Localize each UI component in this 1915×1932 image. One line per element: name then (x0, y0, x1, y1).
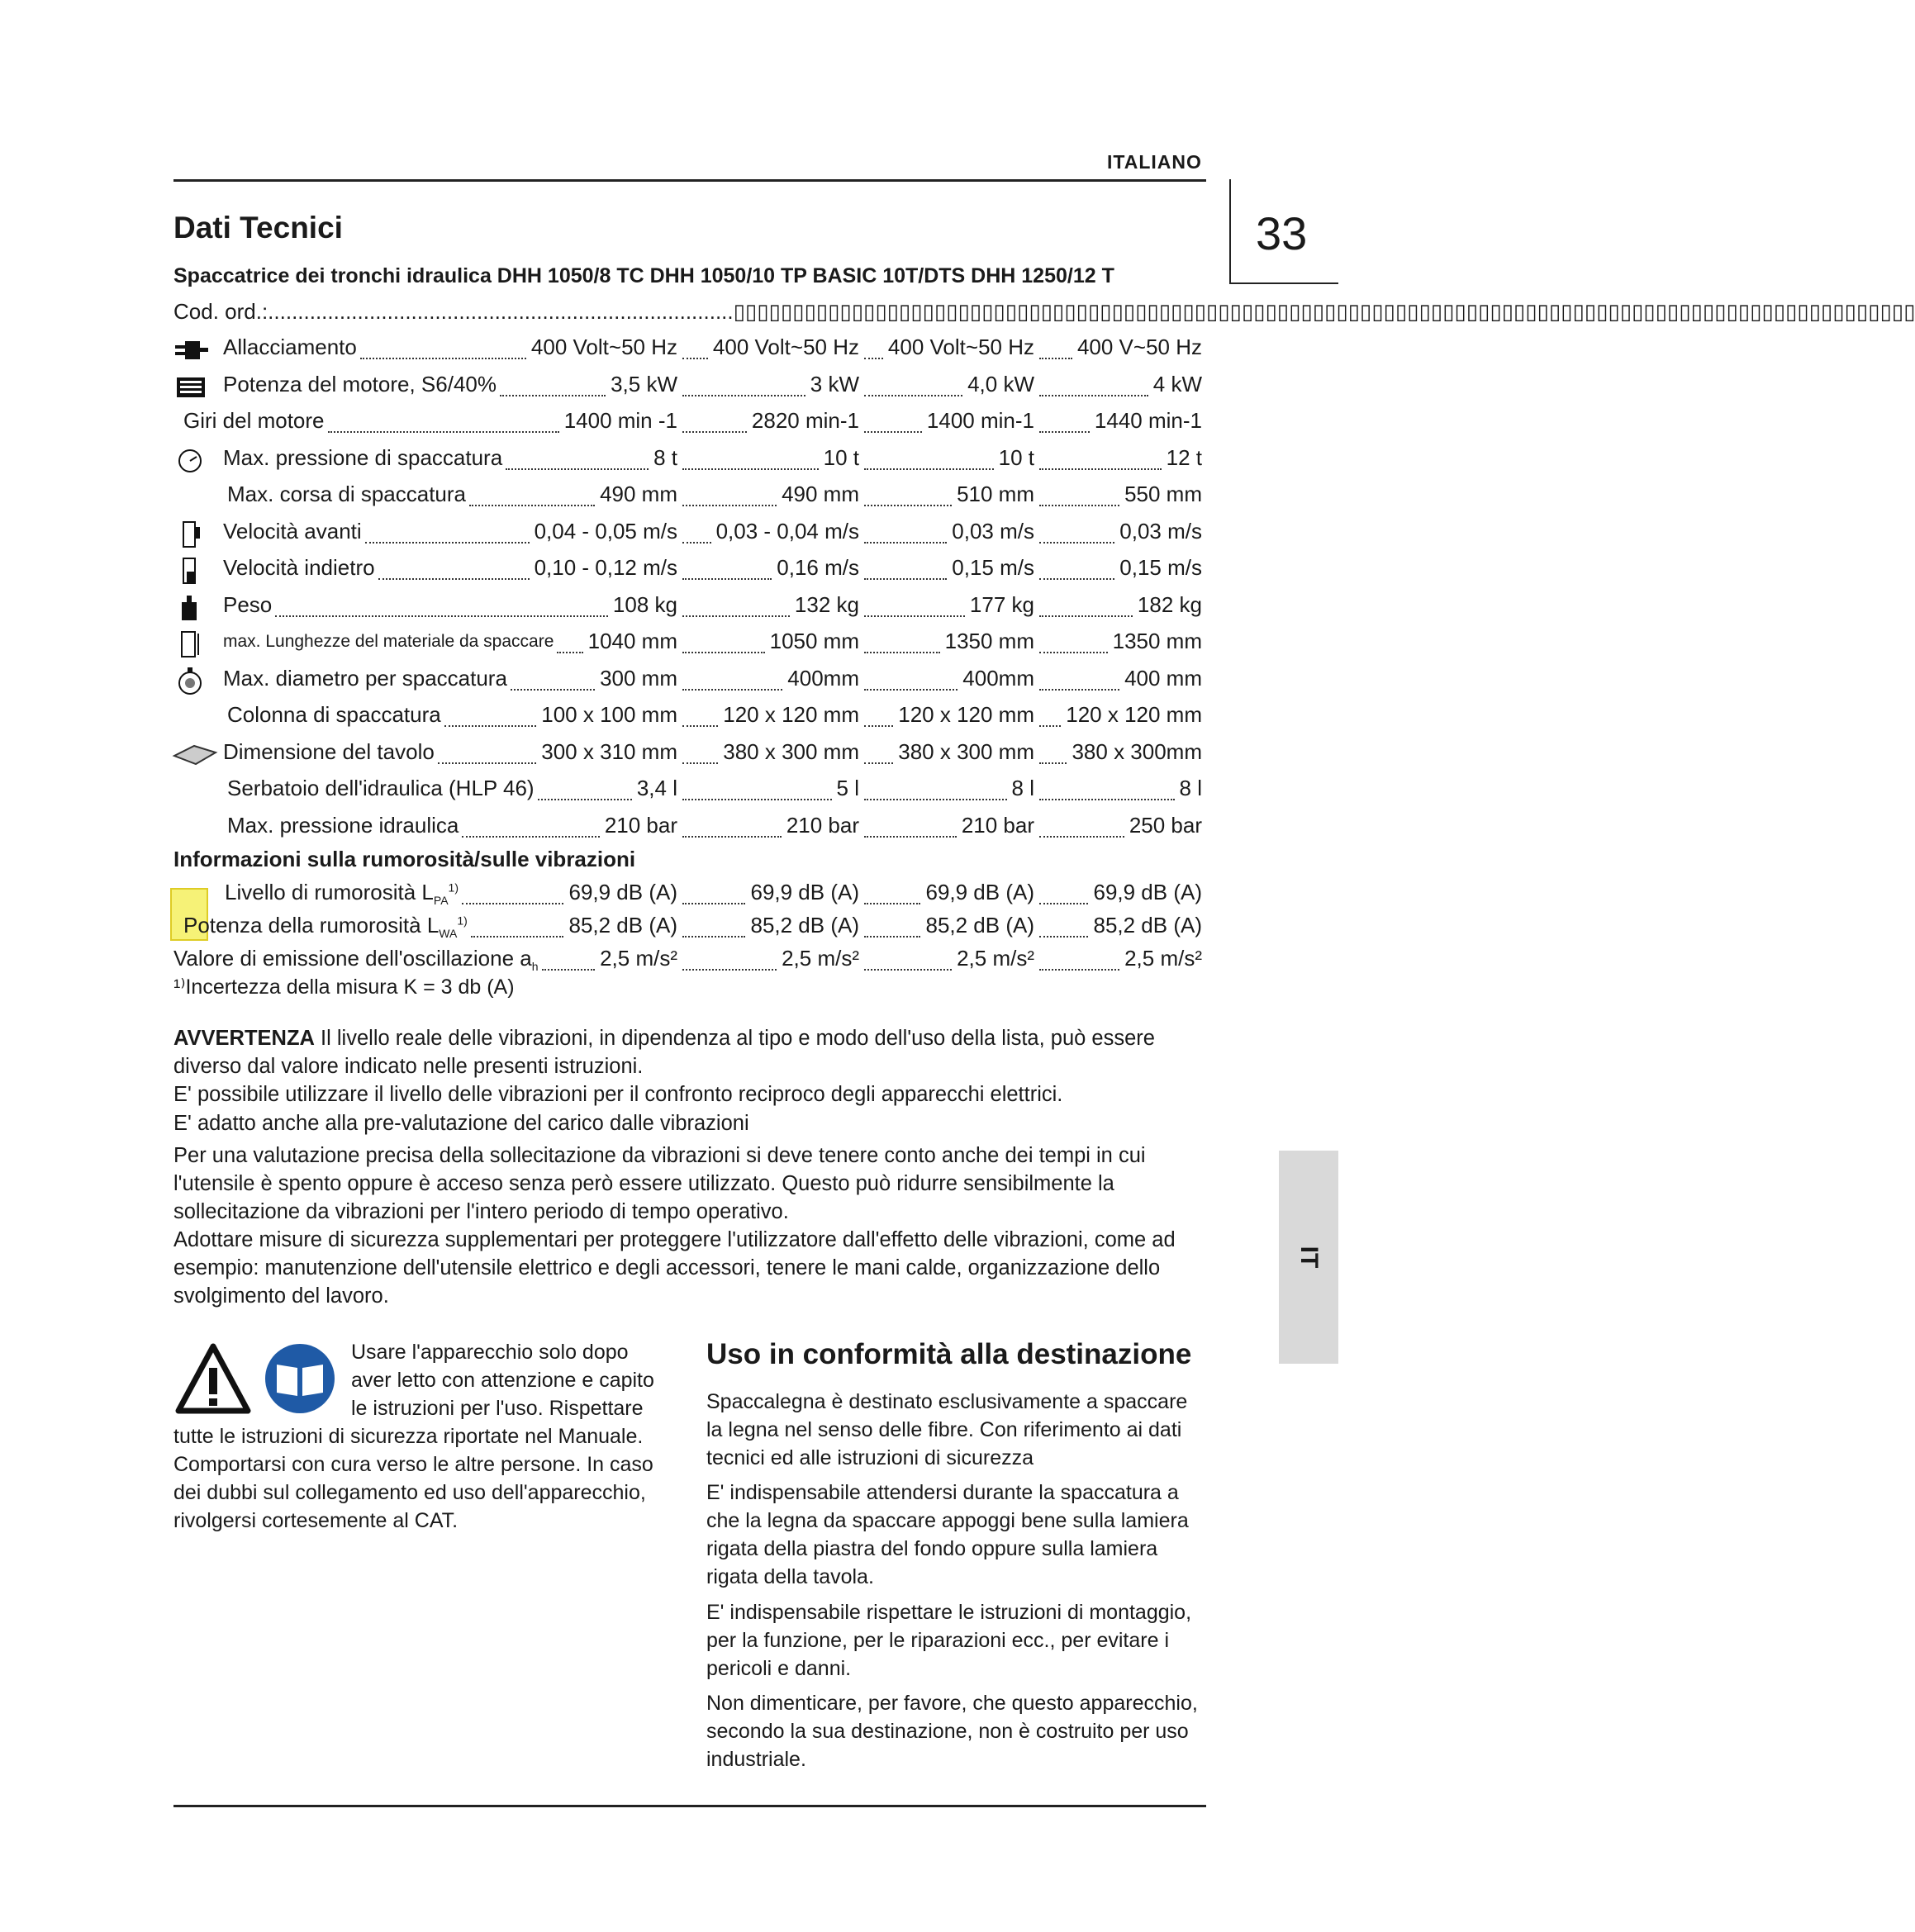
noise-value: 2,5 m/s² (957, 946, 1034, 971)
dot-leader (1039, 903, 1088, 904)
dot-leader (1039, 615, 1133, 617)
spec-value: 400 Volt~50 Hz (887, 335, 1034, 359)
warning-text-3: E' adatto anche alla pre-valutazione del carico dalle vibrazioni (173, 1112, 749, 1135)
spec-value: 210 bar (786, 812, 859, 838)
spec-value: 0,10 - 0,12 m/s (534, 555, 677, 580)
dot-leader (1039, 689, 1119, 691)
spec-value: 210 bar (604, 812, 677, 838)
language-side-tab (1279, 1151, 1338, 1364)
spec-value: 2820 min-1 (751, 408, 859, 433)
noise-value: 69,9 dB (A) (750, 880, 859, 904)
spec-value: 300 x 310 mm (541, 738, 677, 764)
spec-value: 400 Volt~50 Hz (712, 335, 859, 359)
dot-leader (506, 468, 649, 470)
intended-use-title: Uso in conformità alla destinazione (706, 1338, 1192, 1370)
noise-row (0, 913, 1366, 944)
spec-label: Allacciamento (223, 335, 357, 359)
dot-leader (444, 725, 536, 727)
read-manual-icon (265, 1344, 335, 1413)
language-side-tab-label: IT (1295, 1246, 1323, 1269)
spec-value: 400mm (787, 665, 859, 691)
spec-value: 510 mm (957, 482, 1034, 506)
spec-label: Max. pressione idraulica (227, 812, 459, 838)
noise-section-title: Informazioni sulla rumorosità/sulle vibrazioni (173, 847, 636, 871)
spec-value: 0,15 m/s (1119, 555, 1202, 580)
motor-icon (173, 373, 210, 401)
spec-value: 10 t (823, 444, 859, 470)
manual-note-1: Usare l'apparecchio solo dopo aver letto con attenzione e capito le istruzioni per l'uso. Rispettare (351, 1341, 654, 1420)
dot-leader (511, 689, 595, 691)
dot-leader (1039, 431, 1090, 433)
top-rule (173, 179, 1206, 182)
dot-leader (1039, 836, 1124, 838)
dot-leader (378, 578, 530, 580)
dot-leader (682, 903, 745, 904)
spec-row (0, 519, 1366, 550)
spec-value: 1400 min -1 (563, 408, 677, 433)
spec-value: 210 bar (961, 812, 1034, 838)
language-header: ITALIANO (1107, 151, 1202, 173)
dot-leader (438, 762, 536, 764)
spec-value: 8 l (1179, 776, 1202, 800)
order-code-fill: .............................................................................. (268, 299, 734, 324)
spec-value: 0,03 - 0,04 m/s (715, 518, 859, 544)
noise-label: Valore di emissione dell'oscillazione $a_h$ (173, 946, 539, 974)
plug-icon (173, 336, 210, 364)
gauge-icon (173, 447, 210, 475)
dot-leader (864, 936, 920, 938)
page-title: Dati Tecnici (173, 211, 343, 244)
spec-value: 490 mm (782, 482, 859, 506)
dot-leader (682, 689, 782, 691)
warning-text-5: Adottare misure di sicurezza supplementari per proteggere l'utilizzatore dall'effetto delle vibrazioni, come ad esempio: manutenzione dell'utensile elettrico e degli accessori, tenere le mani calde, organizzazione dello svolgimento del lavoro. (173, 1228, 1176, 1308)
dot-leader (682, 578, 772, 580)
noise-value: 85,2 dB (A) (1093, 913, 1202, 938)
dot-leader (864, 903, 920, 904)
dot-leader (864, 836, 957, 838)
spec-value: 0,04 - 0,05 m/s (534, 518, 677, 544)
noise-value: 85,2 dB (A) (568, 913, 677, 938)
dot-leader (864, 468, 994, 470)
spec-value: 1400 min-1 (926, 408, 1034, 433)
table-icon (169, 741, 206, 769)
weight-icon (173, 594, 210, 622)
warning-triangle-icon (178, 1346, 248, 1411)
dot-leader (360, 358, 526, 359)
spec-value: 1440 min-1 (1094, 408, 1202, 433)
spec-label: Serbatoio dell'idraulica (HLP 46) (227, 776, 535, 800)
spec-row (0, 592, 1366, 624)
warning-text-2: E' possibile utilizzare il livello delle vibrazioni per il confronto reciproco degli apparecchi elettrici. (173, 1083, 1063, 1106)
spec-value: 132 kg (794, 591, 859, 617)
intended-use-p1: Spaccalegna è destinato esclusivamente a spaccare la legna nel senso delle fibre. Con riferimento ai dati tecnici ed alle istruzioni di sicurezza (706, 1390, 1188, 1469)
dot-leader (864, 969, 952, 971)
intended-use-p4: Non dimenticare, per favore, che questo apparecchio, secondo la sua destinazione, non è costruito per uso industriale. (706, 1692, 1198, 1771)
dot-leader (682, 431, 747, 433)
dot-leader (1039, 468, 1162, 470)
spec-value: 4 kW (1152, 371, 1202, 396)
warning-paragraph (173, 1024, 1214, 1080)
spec-value: 380 x 300 mm (898, 738, 1034, 764)
spec-row (0, 702, 1366, 733)
dot-leader (682, 615, 790, 617)
noise-row (0, 946, 1366, 977)
dot-leader (365, 542, 530, 544)
dot-leader (500, 395, 606, 396)
spec-label: Max. corsa di spaccatura (227, 482, 467, 506)
dot-leader (1039, 652, 1108, 653)
spec-value: 400 Volt~50 Hz (530, 335, 677, 359)
spec-value: 550 mm (1124, 482, 1202, 506)
spec-row (0, 776, 1366, 807)
spec-label: Giri del motore (183, 408, 325, 433)
dot-leader (682, 358, 708, 359)
spec-label: Colonna di spaccatura (227, 702, 441, 727)
dot-leader (864, 762, 893, 764)
spec-value: 10 t (998, 444, 1034, 470)
spec-value: 5 l (836, 776, 859, 800)
dot-leader (682, 725, 718, 727)
return-speed-icon (173, 557, 210, 585)
spec-row (0, 445, 1366, 477)
dot-leader (864, 725, 893, 727)
noise-value: 2,5 m/s² (782, 946, 859, 971)
spec-label: Max. pressione di spaccatura (223, 444, 503, 470)
spec-value: 1050 mm (769, 629, 859, 653)
spec-value: 490 mm (600, 482, 677, 506)
dot-leader (1039, 395, 1148, 396)
noise-value: 85,2 dB (A) (925, 913, 1034, 938)
dot-leader (864, 358, 883, 359)
dot-leader (864, 578, 947, 580)
dot-leader (864, 542, 947, 544)
noise-value: 2,5 m/s² (600, 946, 677, 971)
noise-value: 69,9 dB (A) (568, 880, 677, 904)
dot-leader (471, 936, 563, 938)
dot-leader (864, 689, 958, 691)
dot-leader (682, 936, 745, 938)
dot-leader (1039, 969, 1119, 971)
spec-row (0, 629, 1366, 660)
spec-value: 1040 mm (587, 629, 677, 653)
noise-label: Potenza della rumorosità $L_{WA}^{1)}$ (183, 913, 468, 941)
dot-leader (462, 903, 563, 904)
spec-value: 120 x 120 mm (723, 702, 859, 727)
spec-row (0, 372, 1366, 403)
spec-value: 0,03 m/s (1119, 518, 1202, 544)
spec-value: 4,0 kW (967, 371, 1034, 396)
dot-leader (538, 799, 632, 800)
dot-leader (682, 762, 718, 764)
intended-use-p3: E' indispensabile rispettare le istruzioni di montaggio, per la funzione, per le riparazioni ecc., per evitare i pericoli e danni. (706, 1601, 1192, 1680)
dot-leader (542, 969, 595, 971)
spec-value: 400 mm (1124, 665, 1202, 691)
spec-value: 8 l (1011, 776, 1034, 800)
uncertainty-note: ¹⁾Incertezza della misura K = 3 db (A) (173, 975, 515, 999)
order-code-row (173, 299, 1915, 325)
forward-speed-icon (173, 520, 210, 548)
spec-value: 177 kg (969, 591, 1034, 617)
dot-leader (1039, 358, 1072, 359)
dot-leader (682, 652, 765, 653)
dot-leader (462, 836, 600, 838)
dot-leader (1039, 799, 1175, 800)
noise-row (0, 880, 1366, 911)
dot-leader (1039, 725, 1061, 727)
dot-leader (682, 799, 832, 800)
log-length-icon (173, 630, 210, 658)
dot-leader (682, 542, 711, 544)
spec-value: 12 t (1166, 444, 1202, 470)
spec-value: 120 x 120 mm (1066, 702, 1202, 727)
spec-value: 100 x 100 mm (541, 702, 677, 727)
noise-value: 69,9 dB (A) (1093, 880, 1202, 904)
spec-label: Dimensione del tavolo (223, 738, 435, 764)
dot-leader (864, 615, 965, 617)
dot-leader (275, 615, 608, 617)
spec-label: max. Lunghezze del materiale da spaccare (223, 632, 554, 651)
spec-value: 182 kg (1137, 591, 1202, 617)
spec-value: 108 kg (612, 591, 677, 617)
dot-leader (1039, 542, 1114, 544)
spec-value: 3 kW (810, 371, 859, 396)
spec-row (0, 666, 1366, 697)
dot-leader (1039, 762, 1067, 764)
spec-row (0, 335, 1366, 366)
bottom-rule (173, 1805, 1206, 1807)
spec-value: 380 x 300mm (1072, 738, 1202, 764)
log-diameter-icon (173, 667, 210, 695)
noise-label: Livello di rumorosità $L_{PA}^{1)}$ (225, 880, 459, 908)
noise-value: 2,5 m/s² (1124, 946, 1202, 971)
dot-leader (682, 836, 782, 838)
spec-value: 1350 mm (944, 629, 1034, 653)
dot-leader (864, 431, 922, 433)
warning-icons (173, 1340, 339, 1418)
manual-note-2: tutte le istruzioni di sicurezza riportate nel Manuale. Comportarsi con cura verso le altre persone. In caso dei dubbi sul collegamento ed uso dell'apparecchio, rivolgersi cortesemente al CAT. (173, 1425, 653, 1532)
dot-leader (1039, 578, 1114, 580)
dot-leader (328, 431, 559, 433)
warning-text-1: Il livello reale delle vibrazioni, in dipendenza al tipo e modo dell'uso della lista, può essere diverso dal valore indicato nelle presenti istruzioni. (173, 1027, 1155, 1078)
order-code-value: ▯▯▯▯▯▯▯▯▯▯▯▯▯▯▯▯▯▯▯▯▯▯▯▯▯▯▯▯▯▯▯▯▯▯▯▯▯▯▯▯▯▯▯▯▯▯▯▯▯▯▯▯▯▯▯▯▯▯▯▯▯▯▯▯▯▯▯▯▯▯▯▯▯▯▯▯▯▯▯▯▯▯▯▯▯▯▯▯▯▯▯▯▯▯▯▯▯▯▯▯ (733, 299, 1915, 324)
spec-row (0, 408, 1366, 439)
spec-label: Max. diametro per spaccatura (223, 665, 507, 691)
warning-label: AVVERTENZA (173, 1027, 315, 1050)
spec-value: 1350 mm (1112, 629, 1202, 653)
spec-value: 3,4 l (636, 776, 677, 800)
dot-leader (557, 652, 583, 653)
dot-leader (1039, 936, 1088, 938)
order-code-label: Cod. ord.: (173, 299, 268, 324)
spec-row (0, 813, 1366, 844)
page-number: 33 (1256, 207, 1308, 259)
noise-value: 85,2 dB (A) (750, 913, 859, 938)
spec-value: 300 mm (600, 665, 677, 691)
spec-value: 400mm (962, 665, 1034, 691)
dot-leader (864, 505, 952, 506)
spec-row (0, 739, 1366, 771)
dot-leader (864, 799, 1007, 800)
spec-label: Velocità avanti (223, 518, 362, 544)
spec-value: 0,16 m/s (777, 555, 859, 580)
spec-label: Peso (223, 591, 273, 617)
spec-value: 120 x 120 mm (898, 702, 1034, 727)
dot-leader (864, 652, 940, 653)
spec-value: 0,15 m/s (952, 555, 1034, 580)
spec-value: 0,03 m/s (952, 518, 1034, 544)
spec-value: 400 V~50 Hz (1076, 335, 1202, 359)
dot-leader (682, 395, 805, 396)
dot-leader (682, 468, 819, 470)
spec-value: 3,5 kW (611, 371, 677, 396)
spec-row (0, 555, 1366, 586)
dot-leader (864, 395, 962, 396)
dot-leader (682, 969, 777, 971)
spec-label: Velocità indietro (223, 555, 375, 580)
spec-value: 380 x 300 mm (723, 738, 859, 764)
intended-use-p2: E' indispensabile attendersi durante la spaccatura a che la legna da spaccare appoggi bene sulla lamiera rigata della piastra del fondo oppure sulla lamiera rigata della tavola. (706, 1481, 1189, 1588)
spec-row (0, 482, 1366, 513)
noise-value: 69,9 dB (A) (925, 880, 1034, 904)
spec-label: Potenza del motore, S6/40% (223, 371, 497, 396)
spec-value: 8 t (653, 444, 677, 470)
models-subtitle: Spaccatrice dei tronchi idraulica DHH 1050/8 TC DHH 1050/10 TP BASIC 10T/DTS DHH 1250/12 T (173, 264, 1114, 287)
dot-leader (1039, 505, 1119, 506)
dot-leader (469, 505, 595, 506)
spec-value: 250 bar (1129, 812, 1202, 838)
warning-text-4: Per una valutazione precisa della sollecitazione da vibrazioni si deve tenere conto anche dei tempi in cui l'utensile è spento oppure è acceso senza però essere utilizzato. Questo può ridurre sensibilmente la sollecitazione da vibrazioni per l'intero periodo di tempo operativo. (173, 1144, 1146, 1223)
dot-leader (682, 505, 777, 506)
